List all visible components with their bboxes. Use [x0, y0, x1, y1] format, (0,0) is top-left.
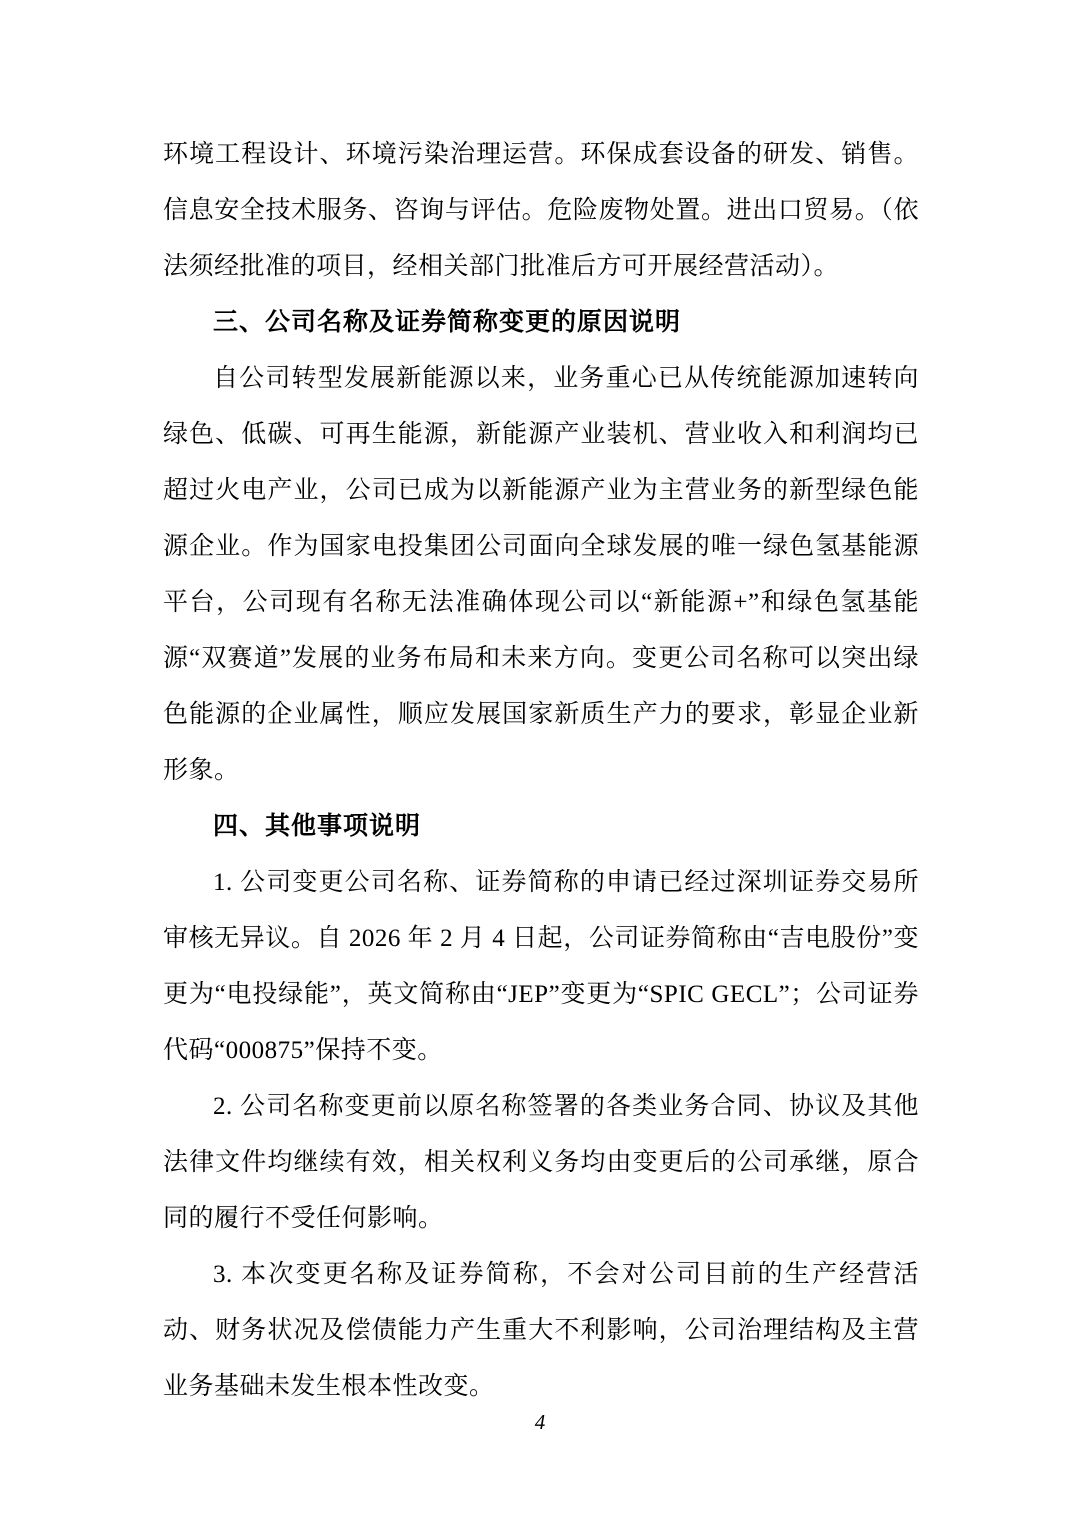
paragraph: 环境工程设计、环境污染治理运营。环保成套设备的研发、销售。信息安全技术服务、咨询与评估。危险废物处置。进出口贸易。（依法须经批准的项目，经相关部门批准后方可开展经营活动）。 [163, 141, 919, 280]
paragraph: 2. 公司名称变更前以原名称签署的各类业务合同、协议及其他法律文件均继续有效，相关权利义务均由变更后的公司承继，原合同的履行不受任何影响。 [163, 1093, 919, 1232]
section-heading: 四、其他事项说明 [213, 813, 422, 840]
section-heading: 三、公司名称及证券简称变更的原因说明 [213, 309, 682, 336]
paragraph: 3. 本次变更名称及证券简称，不会对公司目前的生产经营活动、财务状况及偿债能力产生重大不利影响，公司治理结构及主营业务基础未发生根本性改变。 [163, 1261, 919, 1400]
paragraph: 1. 公司变更公司名称、证券简称的申请已经过深圳证券交易所审核无异议。自 2026 年 2 月 4 日起，公司证券简称由“吉电股份”变更为“电投绿能”，英文简称由“JEP”变更为“SPIC GECL”；公司证券代码“000875”保持不变。 [163, 869, 919, 1064]
page-number: 4 [534, 1410, 546, 1434]
paragraph: 自公司转型发展新能源以来，业务重心已从传统能源加速转向绿色、低碳、可再生能源，新能源产业装机、营业收入和利润均已超过火电产业，公司已成为以新能源产业为主营业务的新型绿色能源企业。作为国家电投集团公司面向全球发展的唯一绿色氢基能源平台，公司现有名称无法准确体现公司以“新能源+”和绿色氢基能源“双赛道”发展的业务布局和未来方向。变更公司名称可以突出绿色能源的企业属性，顺应发展国家新质生产力的要求，彰显企业新形象。 [163, 365, 919, 784]
page-footer [0, 1410, 1080, 1435]
document-body [163, 127, 919, 1415]
